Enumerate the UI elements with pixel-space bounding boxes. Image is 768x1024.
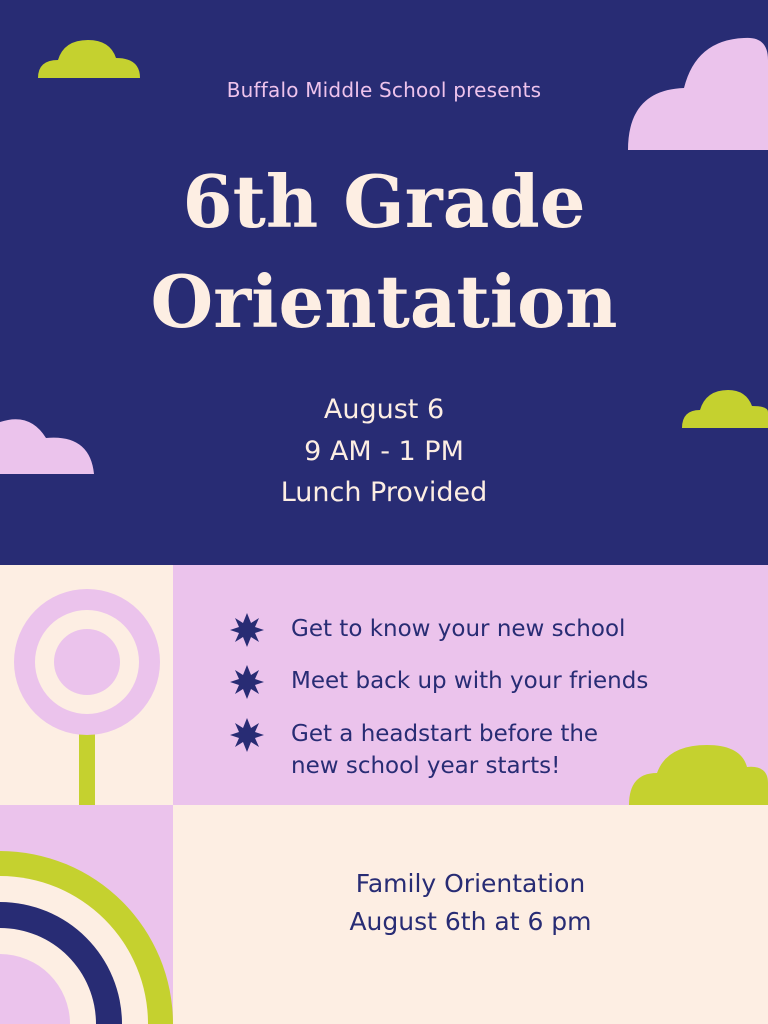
highlight-text: Get a headstart before the: [291, 721, 599, 747]
star-bullet-icon: [230, 665, 264, 699]
cloud-icon: [36, 38, 142, 78]
family-orientation-title: Family Orientation: [355, 869, 586, 898]
event-time: 9 AM - 1 PM: [304, 436, 464, 467]
event-date: August 6: [323, 394, 445, 425]
rainbow-icon: [0, 805, 173, 1024]
highlight-text: Get to know your new school: [291, 616, 626, 642]
title-line-2: Orientation: [150, 259, 618, 344]
title-line-1: 6th Grade: [182, 159, 586, 244]
family-orientation-date: August 6th at 6 pm: [349, 907, 592, 936]
star-bullet-icon: [230, 718, 264, 752]
lollipop-icon: [0, 565, 173, 805]
family-panel: [173, 805, 768, 1024]
lollipop-panel: [0, 565, 173, 805]
cloud-icon: [627, 743, 768, 805]
star-bullet-icon: [230, 613, 264, 647]
presenter-text: Buffalo Middle School presents: [226, 78, 542, 102]
rainbow-panel: [0, 805, 173, 1024]
highlights-panel: [173, 565, 768, 805]
highlight-text-continued: new school year starts!: [291, 753, 561, 779]
event-note: Lunch Provided: [280, 477, 488, 508]
highlight-text: Meet back up with your friends: [291, 668, 649, 694]
